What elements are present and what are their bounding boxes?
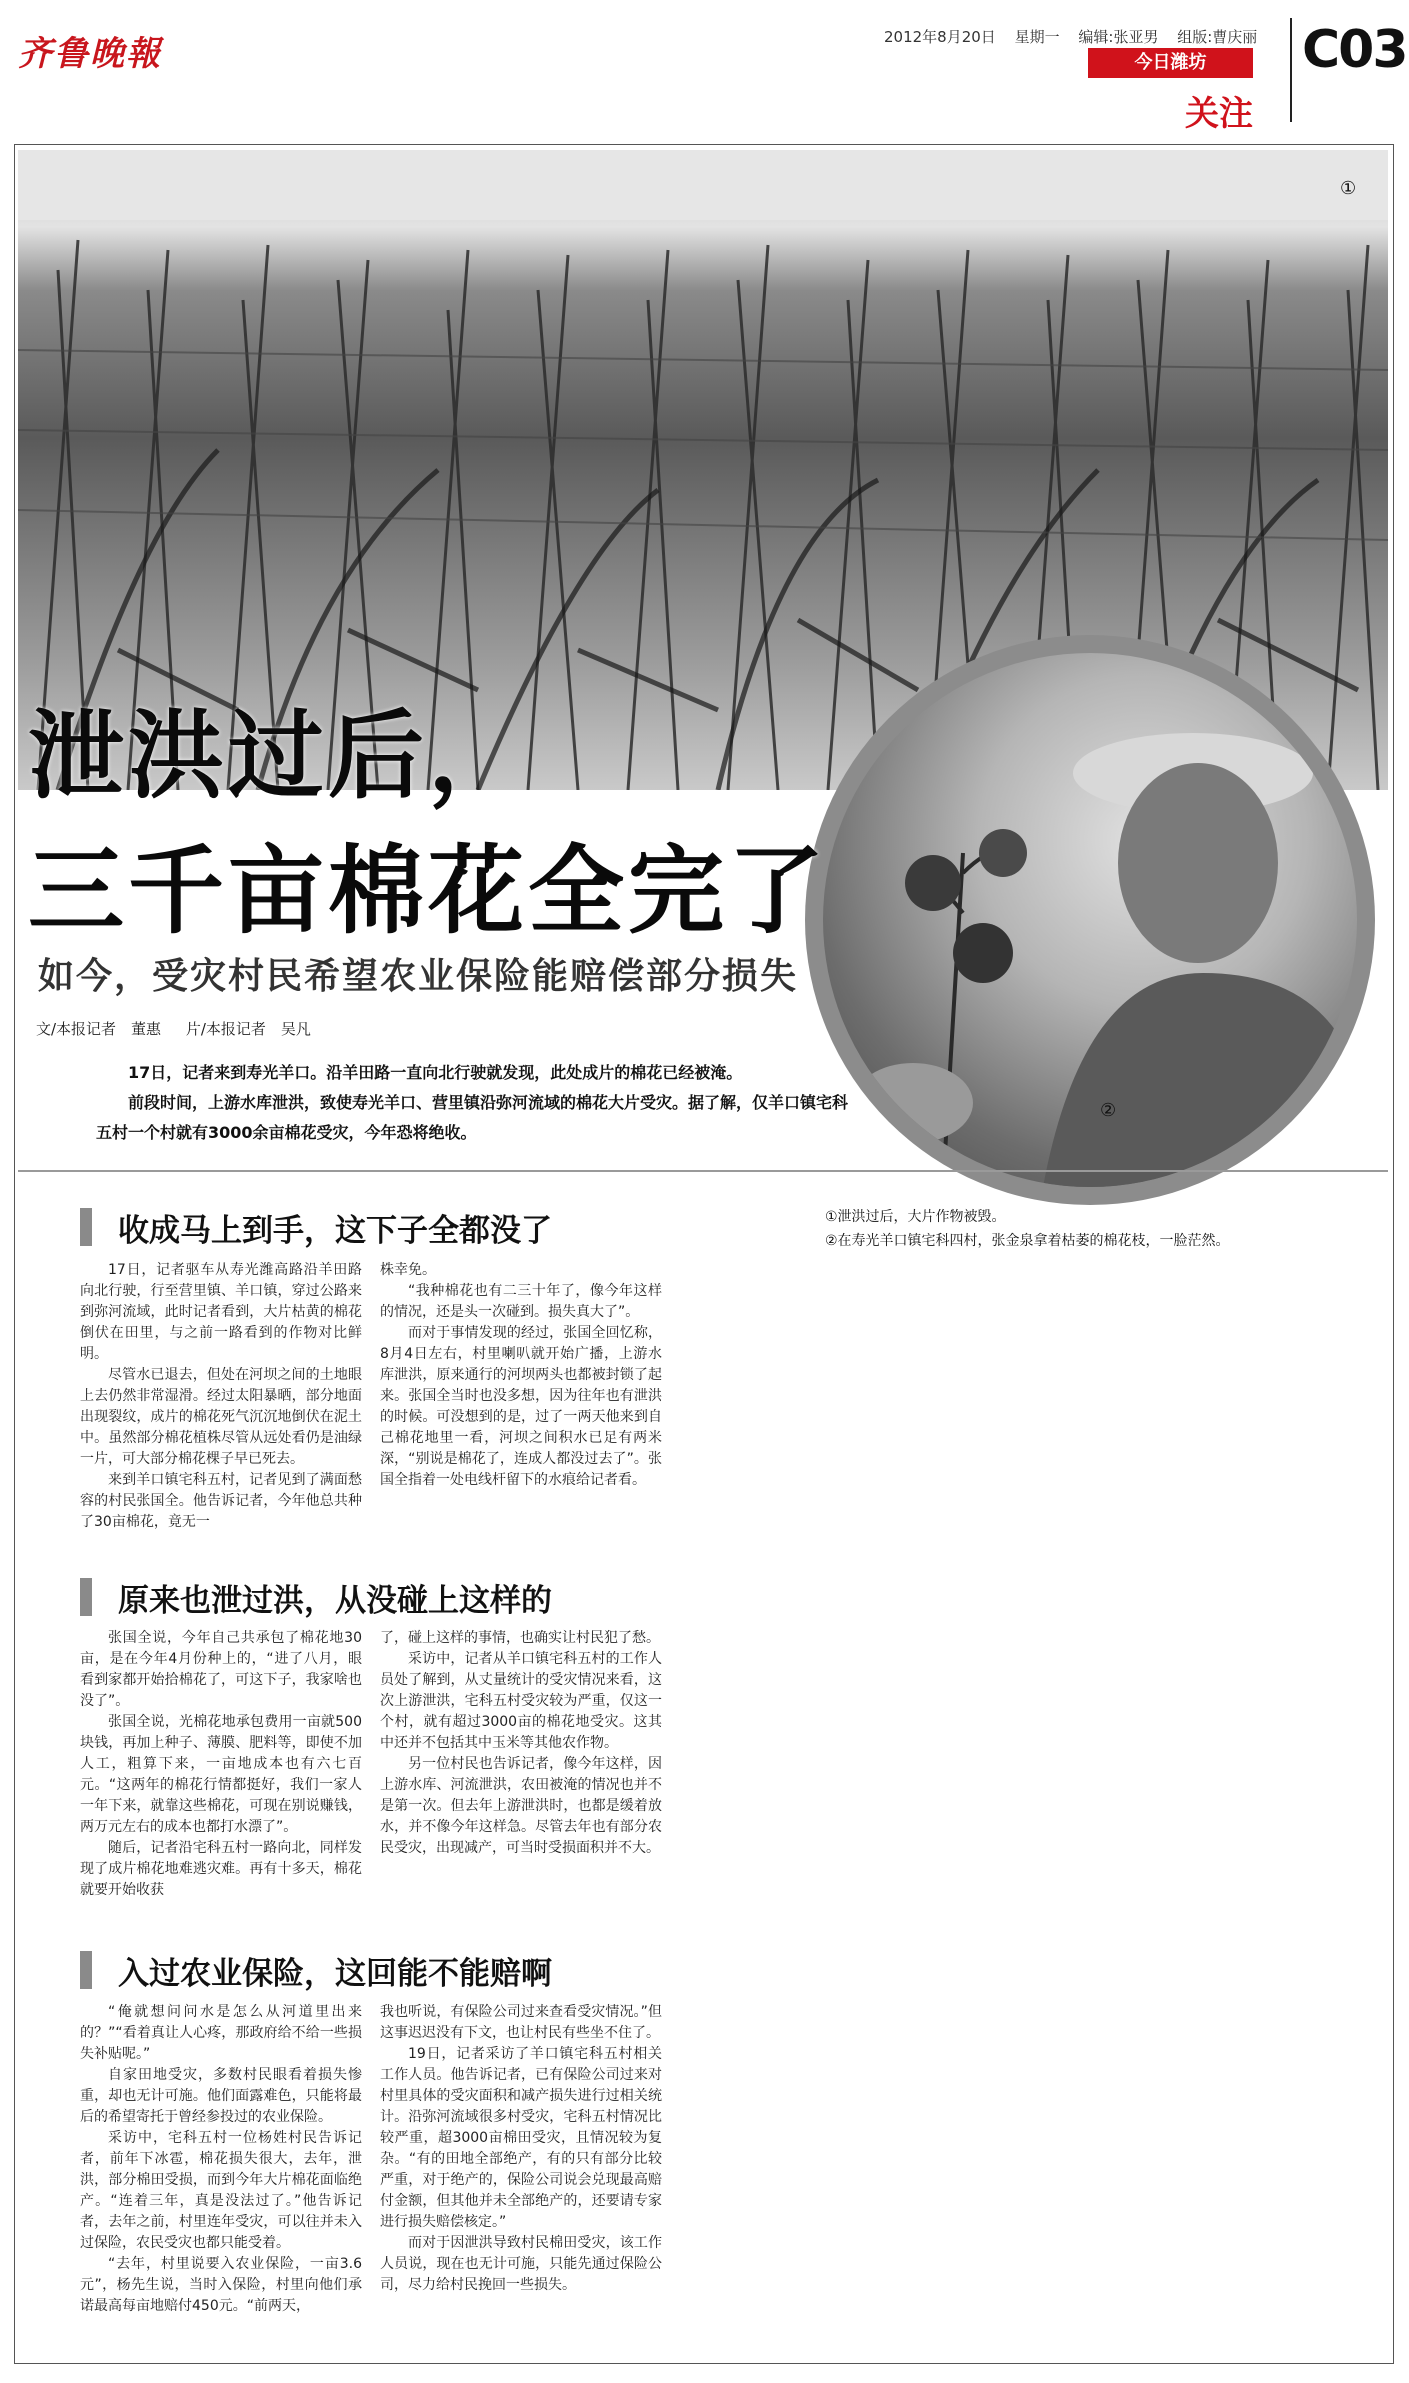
photo-number-1: ① [1340,178,1357,199]
caption-2: ②在寿光羊口镇宅科四村，张金泉拿着枯萎的棉花枝，一脸茫然。 [825,1233,1230,1249]
issue-weekday: 星期一 [1014,28,1060,46]
headline-line-1: 泄洪过后， [28,700,528,812]
headline-line-2: 三千亩棉花全完了 [28,835,828,947]
paragraph: “去年，村里说要入农业保险，一亩3.6元”，杨先生说，当时入保险，村里向他们承诺最高每亩地赔付450元。“前两天， [80,2256,362,2314]
paragraph: “俺就想问问水是怎么从河道里出来的？”“看着真让人心疼，那政府给不给一些损失补贴呢。” [80,2004,362,2062]
layout-credit: 组版:曹庆丽 [1177,28,1258,46]
paragraph: 另一位村民也告诉记者，像今年这样，因上游水库、河流泄洪，农田被淹的情况也并不是第一次。但去年上游泄洪时，也都是缓着放水，并不像今年这样急。尽管去年也有部分农民受灾，出现减产，可当时受损面积并不大。 [380,1756,662,1856]
byline [36,1018,331,1039]
paragraph: “我种棉花也有二三十年了，像今年这样的情况，还是头一次碰到。损失真大了”。 [380,1283,662,1320]
section-2-column-a [80,1628,362,1928]
lede-paragraph: 17日，记者来到寿光羊口。沿羊田路一直向北行驶就发现，此处成片的棉花已经被淹。 [128,1063,743,1082]
paragraph: 而对于事情发现的经过，张国全回忆称，8月4日左右，村里喇叭就开始广播，上游水库泄洪，原来通行的河坝两头也都被封锁了起来。张国全当时也没多想，因为往年也有泄洪的时候。可没想到的是，过了一两天他来到自己棉花地里一看，河坝之间积水已足有两米深，“别说是棉花了，连成人都没过去了”。张国全指着一处电线杆留下的水痕给记者看。 [380,1325,662,1488]
inset-photo-farmer [823,653,1357,1187]
section-title: 关注 [1185,94,1253,134]
paragraph: 随后，记者沿宅科五村一路向北，同样发现了成片棉花地难逃灾难。再有十多天，棉花就要开始收获 [80,1840,362,1898]
heading-bar [80,1951,92,1989]
issue-meta [884,26,1271,47]
heading-bar [80,1578,92,1616]
paragraph: 而对于因泄洪导致村民棉田受灾，该工作人员说，现在也无计可施，只能先通过保险公司，尽力给村民挽回一些损失。 [380,2235,662,2293]
paragraph: 张国全说，今年自己共承包了棉花地30亩，是在今年4月份种上的，“进了八月，眼看到家都开始拾棉花了，可这下子，我家啥也没了”。 [80,1630,362,1709]
paragraph: 我也听说，有保险公司过来查看受灾情况。”但这事迟迟没有下文，也让村民有些坐不住了。 [380,2004,662,2041]
paragraph: 19日，记者采访了羊口镇宅科五村相关工作人员。他告诉记者，已有保险公司过来对村里具体的受灾面积和减产损失进行过相关统计。沿弥河流域很多村受灾，宅科五村情况比较严重，超3000亩棉田受灾，且情况较为复杂。“有的田地全部绝产，有的只有部分比较严重，对于绝产的，保险公司说会兑现最高赔付金额，但其他并未全部绝产的，还要请专家进行损失赔偿核定。” [380,2046,662,2230]
editor-credit: 编辑:张亚男 [1078,28,1159,46]
issue-date: 2012年8月20日 [884,28,996,46]
farmer-illustration [823,653,1357,1187]
photo-captions [825,1205,1345,1253]
section-3-column-a [80,2002,362,2342]
paragraph: 17日，记者驱车从寿光潍高路沿羊田路向北行驶，行至营里镇、羊口镇，穿过公路来到弥河流域，此时记者看到，大片枯黄的棉花倒伏在田里，与之前一路看到的作物对比鲜明。 [80,1262,362,1362]
paragraph: 自家田地受灾，多数村民眼看着损失惨重，却也无计可施。他们面露难色，只能将最后的希望寄托于曾经参投过的农业保险。 [80,2067,362,2125]
section-1-column-b [380,1260,662,1560]
paragraph: 采访中，宅科五村一位杨姓村民告诉记者，前年下冰雹，棉花损失很大，去年，泄洪，部分棉田受损，而到今年大片棉花面临绝产。“连着三年，真是没法过了。”他告诉记者，去年之前，村里连年受灾，可以往并未入过保险，农民受灾也都只能受着。 [80,2130,362,2251]
paragraph: 尽管水已退去，但处在河坝之间的土地眼上去仍然非常湿滑。经过太阳暴晒，部分地面出现裂纹，成片的棉花死气沉沉地倒伏在泥土中。虽然部分棉花植株尽管从远处看仍是油绿一片，可大部分棉花棵子早已死去。 [80,1367,362,1467]
section-1-heading [80,1205,552,1249]
newspaper-logo: 齐鲁晚報 [18,34,162,74]
section-divider [18,1170,1388,1172]
section-3-title: 入过农业保险，这回能不能赔啊 [118,1955,552,1992]
subheadline: 如今，受灾村民希望农业保险能赔偿部分损失 [38,956,799,997]
section-1-column-a [80,1260,362,1560]
photo-number-2: ② [1100,1100,1117,1121]
section-3-heading [80,1948,552,1992]
section-2-column-b [380,1628,662,1928]
section-1-title: 收成马上到手，这下子全都没了 [118,1212,552,1249]
page-number: C03 [1302,20,1407,80]
heading-bar [80,1208,92,1246]
paragraph: 了，碰上这样的事情，也确实让村民犯了愁。 [380,1630,660,1646]
byline-writer: 文/本报记者 董惠 [36,1020,162,1038]
paragraph: 株幸免。 [380,1262,436,1278]
lede [96,1058,856,1148]
masthead-divider [1290,18,1292,122]
paragraph: 采访中，记者从羊口镇宅科五村的工作人员处了解到，从丈量统计的受灾情况来看，这次上游泄洪，宅科五村受灾较为严重，仅这一个村，就有超过3000亩的棉花地受灾。这其中还并不包括其中玉米等其他农作物。 [380,1651,662,1751]
byline-photographer: 片/本报记者 吴凡 [185,1020,311,1038]
section-2-title: 原来也泄过洪，从没碰上这样的 [118,1582,552,1619]
caption-1: ①泄洪过后，大片作物被毁。 [825,1209,1006,1225]
paragraph: 来到羊口镇宅科五村，记者见到了满面愁容的村民张国全。他告诉记者，今年他总共种了30亩棉花，竟无一 [80,1472,362,1530]
section-badge: 今日潍坊 [1088,48,1253,78]
lede-paragraph: 前段时间，上游水库泄洪，致使寿光羊口、营里镇沿弥河流域的棉花大片受灾。据了解，仅羊口镇宅科五村一个村就有3000余亩棉花受灾，今年恐将绝收。 [96,1093,849,1142]
section-3-column-b [380,2002,662,2342]
paragraph: 张国全说，光棉花地承包费用一亩就500块钱，再加上种子、薄膜、肥料等，即使不加人工，粗算下来，一亩地成本也有六七百元。“这两年的棉花行情都挺好，我们一家人一年下来，就靠这些棉花，可现在别说赚钱，两万元左右的成本也都打水漂了”。 [80,1714,362,1835]
section-2-heading [80,1575,552,1619]
